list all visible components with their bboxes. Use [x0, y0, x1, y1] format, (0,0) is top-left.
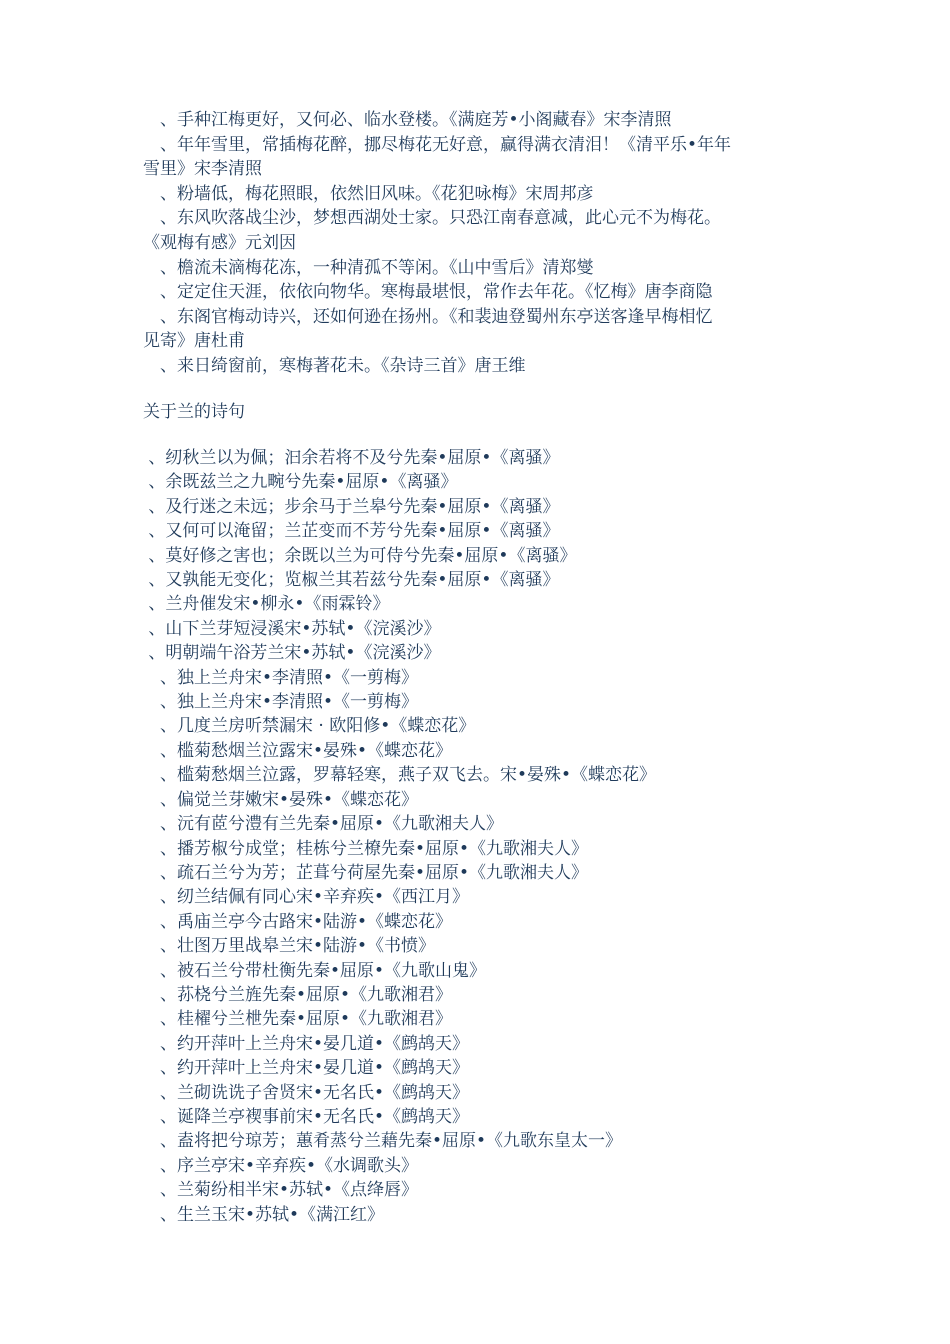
poem-line: 、几度兰房听禁漏宋 · 欧阳修•《蝶恋花》: [143, 716, 476, 737]
poem-line: 、东阁官梅动诗兴，还如何逊在扬州。《和裴迪登蜀州东亭送客逢早梅相忆: [143, 306, 713, 327]
poem-line: 、兰舟催发宋•柳永•《雨霖铃》: [143, 594, 390, 615]
poem-line: 、独上兰舟宋•李清照•《一剪梅》: [143, 667, 419, 688]
poem-line: 、壮图万里战皋兰宋•陆游•《书愤》: [143, 936, 436, 957]
poem-line: 、东风吹落战尘沙，梦想西湖处士家。只恐江南春意减，此心元不为梅花。: [143, 208, 721, 229]
poem-line: 、年年雪里，常插梅花醉，挪尽梅花无好意，赢得满衣清泪！《清平乐•年年: [143, 134, 732, 155]
plum-poem-list: [143, 108, 813, 379]
poem-line: 、禹庙兰亭今古路宋•陆游•《蝶恋花》: [143, 911, 453, 932]
poem-line: 、檐流未滴梅花冻，一种清孤不等闲。《山中雪后》清郑燮: [143, 257, 594, 278]
section-heading: 关于兰的诗句: [143, 402, 245, 422]
poem-line: 、纫兰结佩有同心宋•辛弃疾•《西江月》: [143, 887, 470, 908]
poem-line: 、独上兰舟宋•李清照•《一剪梅》: [143, 692, 419, 713]
poem-line: 、及行迷之未远；步余马于兰皋兮先秦•屈原•《离骚》: [143, 496, 560, 517]
poem-line: 、兰菊纷相半宋•苏轼•《点绛唇》: [143, 1180, 419, 1201]
poem-line: 、手种江梅更好，又何必、临水登楼。《满庭芳•小阁藏春》宋李清照: [143, 110, 672, 130]
poem-line: 、约开萍叶上兰舟宋•晏几道•《鹧鸪天》: [143, 1033, 470, 1054]
poem-line: 、定定住天涯，依依向物华。寒梅最堪恨，常作去年花。《忆梅》唐李商隐: [143, 282, 713, 303]
poem-line: 、疏石兰兮为芳；芷葺兮荷屋先秦•屈原•《九歌湘夫人》: [143, 862, 589, 883]
poem-line: 、被石兰兮带杜衡先秦•屈原•《九歌山鬼》: [143, 960, 487, 981]
poem-line: 、粉墙低，梅花照眼，依然旧风味。《花犯咏梅》宋周邦彦: [143, 183, 594, 204]
orchid-poem-list: [143, 446, 813, 1227]
poem-line: 、盍将把兮琼芳；蕙肴蒸兮兰藉先秦•屈原•《九歌东皇太一》: [143, 1131, 623, 1152]
poem-line: 、余既兹兰之九畹兮先秦•屈原•《离骚》: [143, 472, 458, 493]
poem-line: 、槛菊愁烟兰泣露，罗幕轻寒，燕子双飞去。宋•晏殊•《蝶恋花》: [143, 765, 657, 786]
poem-line: 、明朝端午浴芳兰宋•苏轼•《浣溪沙》: [143, 643, 441, 664]
poem-line: 、序兰亭宋•辛弃疾•《水调歌头》: [143, 1155, 419, 1176]
poem-line: 、约开萍叶上兰舟宋•晏几道•《鹧鸪天》: [143, 1058, 470, 1079]
poem-line: 、又孰能无变化；览椒兰其若兹兮先秦•屈原•《离骚》: [143, 570, 560, 591]
poem-line: 、纫秋兰以为佩；汩余若将不及兮先秦•屈原•《离骚》: [143, 448, 560, 468]
poem-line: 、又何可以淹留；兰芷变而不芳兮先秦•屈原•《离骚》: [143, 521, 560, 542]
poem-line: 、沅有茝兮澧有兰先秦•屈原•《九歌湘夫人》: [143, 814, 504, 835]
poem-line: 见寄》唐杜甫: [143, 331, 245, 352]
poem-line: 、槛菊愁烟兰泣露宋•晏殊•《蝶恋花》: [143, 740, 453, 761]
poem-line: 、诞降兰亭褉事前宋•无名氏•《鹧鸪天》: [143, 1106, 470, 1127]
poem-line: 、播芳椒兮成堂；桂栋兮兰橑先秦•屈原•《九歌湘夫人》: [143, 838, 589, 859]
poem-line: 、偏觉兰芽嫩宋•晏殊•《蝶恋花》: [143, 789, 419, 810]
poem-line: 、桂櫂兮兰枻先秦•屈原•《九歌湘君》: [143, 1009, 453, 1030]
poem-line: 、兰砌诜诜子舍贤宋•无名氏•《鹧鸪天》: [143, 1082, 470, 1103]
poem-line: 、来日绮窗前，寒梅著花未。《杂诗三首》唐王维: [143, 355, 526, 376]
poem-line: 、莫好修之害也；余既以兰为可侍兮先秦•屈原•《离骚》: [143, 545, 577, 566]
poem-line: 雪里》宋李清照: [143, 159, 262, 180]
poem-line: 、山下兰芽短浸溪宋•苏轼•《浣溪沙》: [143, 618, 441, 639]
poem-line: 、生兰玉宋•苏轼•《满江红》: [143, 1204, 385, 1225]
poem-line: 《观梅有感》元刘因: [143, 232, 296, 253]
poem-line: 、荪桡兮兰旌先秦•屈原•《九歌湘君》: [143, 984, 453, 1005]
